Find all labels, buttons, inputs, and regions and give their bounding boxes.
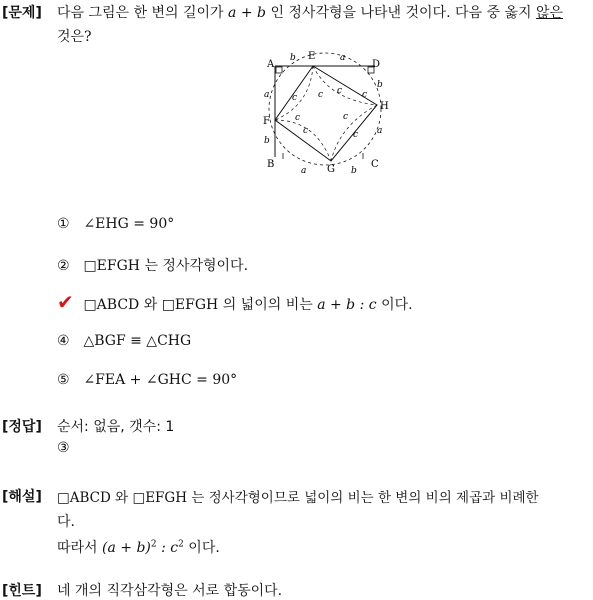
seg-a-right: a (377, 126, 383, 136)
problem-line-2: 것은? (57, 29, 92, 45)
label-G: G (327, 164, 335, 175)
seg-a-bottom: a (301, 166, 307, 176)
hint-tag: [힌트] (2, 583, 42, 599)
option-text: □EFGH 는 정사각형이다. (83, 258, 249, 274)
answer-tag: [정답] (2, 419, 42, 435)
option-math: a + b : c (317, 297, 377, 313)
explain-tag: [해설] (2, 489, 42, 505)
option-3 (57, 290, 413, 314)
option-text: △BGF ≡ △CHG (83, 333, 192, 349)
seg-c-8: c (343, 112, 349, 122)
option-number: ① (57, 216, 70, 232)
explain-sup: 2 (150, 539, 157, 550)
label-E: E (308, 51, 316, 62)
checkmark-icon: ✔ (57, 290, 74, 314)
option-text: □ABCD 와 □EFGH 의 넓이의 비는 (83, 297, 313, 313)
explain-line-1: □ABCD 와 □EFGH 는 정사각형이므로 넓이의 비는 한 변의 비의 제곱과 비례한 (57, 490, 539, 506)
option-4 (57, 333, 191, 349)
seg-b-left: b (264, 136, 270, 146)
explain-line-3 (57, 537, 220, 557)
seg-c-3: c (303, 126, 309, 136)
explain-pre: 따라서 (57, 540, 98, 556)
explain-sup-2: 2 (178, 539, 184, 550)
label-A: A (267, 59, 275, 70)
option-2 (57, 255, 248, 275)
answer-line-2: ③ (57, 440, 70, 456)
square-EFGH (275, 66, 377, 161)
explain-mid: : c (161, 540, 179, 556)
option-text: ∠EHG = 90° (83, 216, 175, 232)
label-H: H (380, 101, 389, 112)
explain-line-2: 다. (57, 514, 75, 530)
seg-c-2: c (292, 93, 298, 103)
label-D: D (372, 59, 381, 70)
answer-line-1: 순서: 없음, 갯수: 1 (57, 419, 175, 435)
problem-text-pre: 다음 그림은 한 변의 길이가 (57, 5, 224, 21)
problem-line-1 (57, 2, 563, 22)
problem-math: a + b (228, 5, 266, 21)
seg-c-6: c (318, 90, 324, 100)
option-number: ⑤ (57, 372, 70, 388)
seg-c-1: c (337, 86, 343, 96)
option-1 (57, 216, 174, 232)
option-number: ② (57, 258, 70, 274)
seg-c-7: c (295, 113, 301, 123)
problem-tag: [문제] (2, 5, 42, 21)
seg-a-left: a (264, 90, 270, 100)
right-angle-A (276, 67, 282, 73)
problem-text-underline: 않은 (535, 5, 564, 21)
label-B: B (267, 159, 275, 170)
explain-tail: 이다. (188, 540, 220, 556)
label-C: C (371, 159, 379, 170)
hint-line-1: 네 개의 직각삼각형은 서로 합동이다. (57, 583, 283, 599)
seg-b-right: b (377, 80, 383, 90)
option-text: ∠FEA + ∠GHC = 90° (83, 372, 238, 388)
seg-c-4: c (353, 130, 359, 140)
seg-b-bottom: b (351, 166, 357, 176)
square-figure (255, 45, 395, 180)
label-F: F (263, 116, 270, 127)
seg-b-top: b (290, 53, 296, 63)
option-tail: 이다. (381, 297, 413, 313)
option-number: ④ (57, 333, 70, 349)
explain-math: (a + b) (102, 540, 151, 556)
problem-text-mid: 인 정사각형을 나타낸 것이다. 다음 중 옳지 (270, 5, 532, 21)
seg-a-top: a (340, 53, 346, 63)
option-5 (57, 372, 237, 388)
seg-c-5: c (362, 90, 368, 100)
